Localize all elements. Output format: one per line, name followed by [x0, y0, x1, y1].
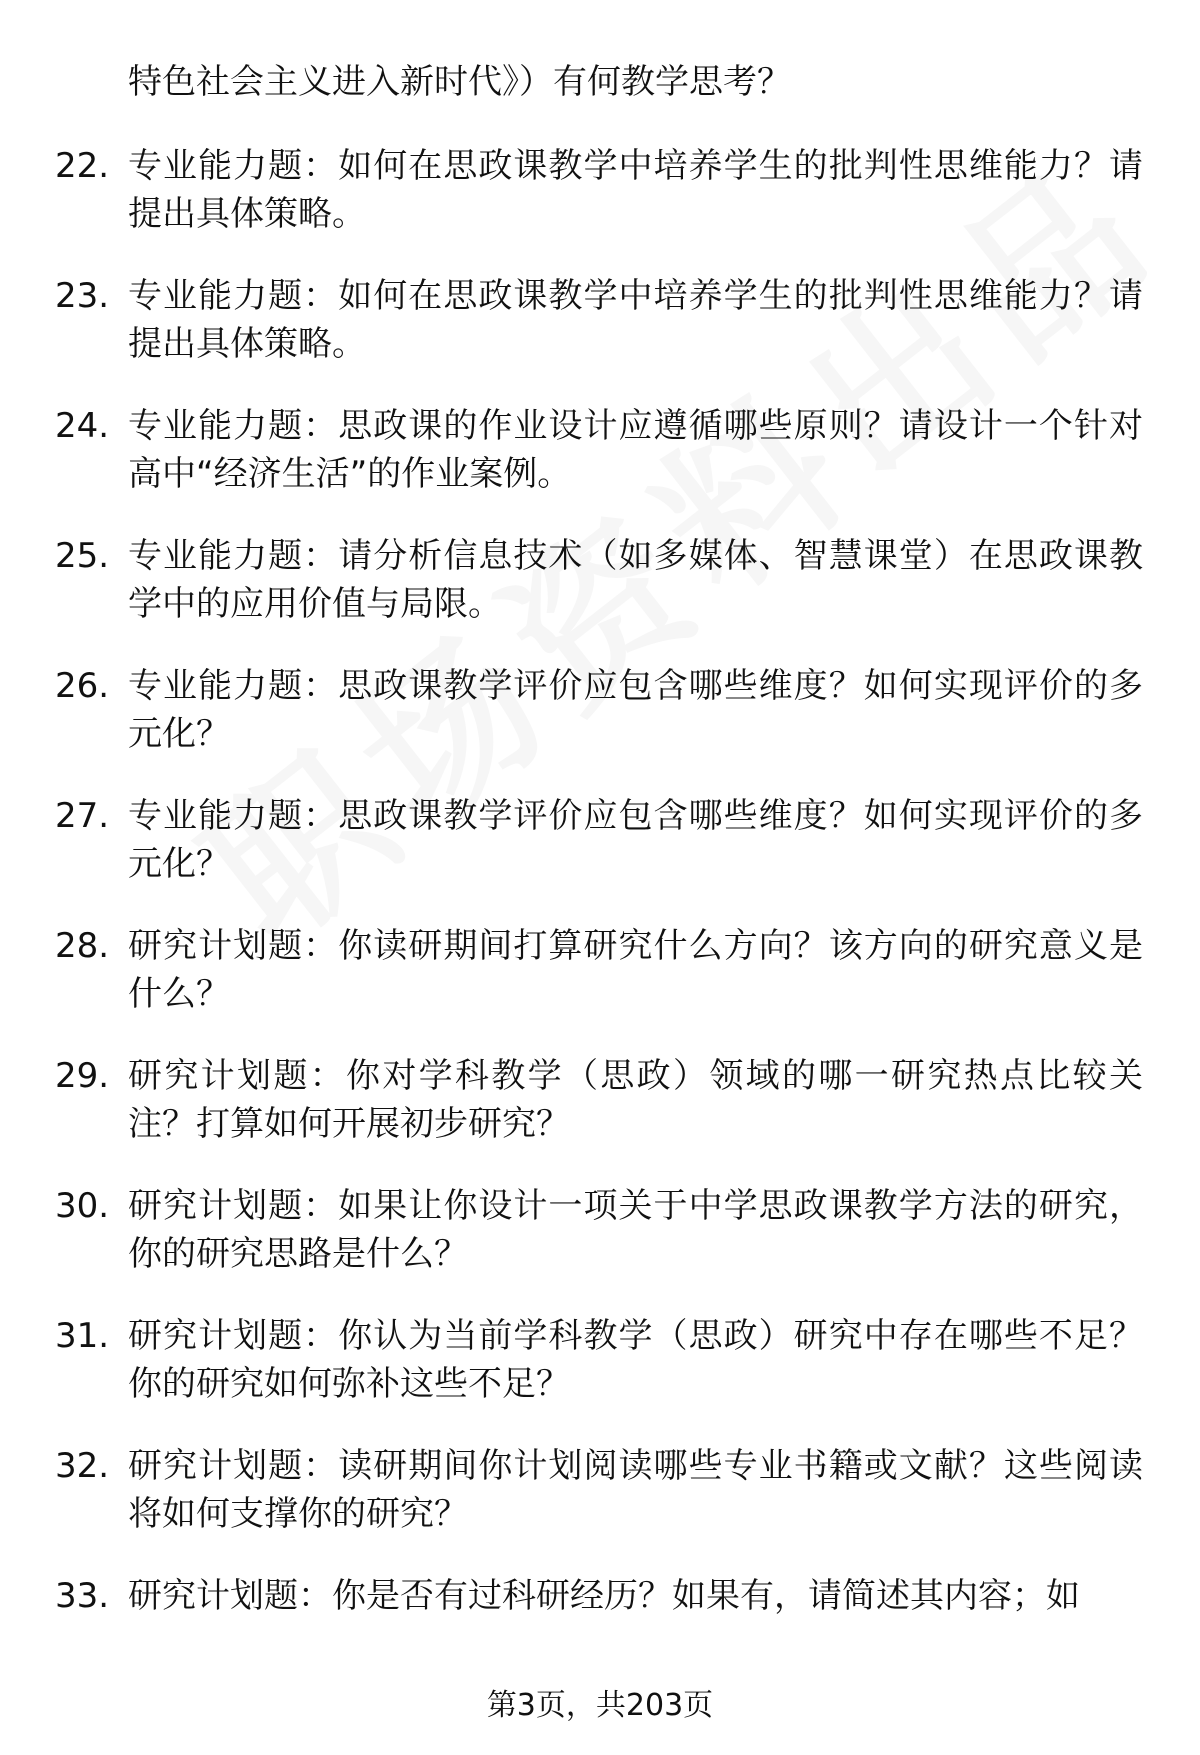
question-item [0, 782, 1200, 912]
question-text: 研究计划题：你是否有过科研经历？如果有，请简述其内容；如 [128, 1576, 1080, 1616]
question-text: 专业能力题：思政课教学评价应包含哪些维度？如何实现评价的多元化？ [128, 796, 1143, 884]
question-text: 专业能力题：如何在思政课教学中培养学生的批判性思维能力？请提出具体策略。 [128, 276, 1143, 364]
question-number: 23. [55, 276, 110, 316]
page-footer: 第3页，共203页 [486, 1688, 714, 1723]
question-number: 25. [55, 536, 110, 576]
question-item [0, 132, 1200, 262]
question-text: 研究计划题：你对学科教学（思政）领域的哪一研究热点比较关注？打算如何开展初步研究？ [128, 1056, 1143, 1144]
question-item [0, 1302, 1200, 1432]
question-number: 30. [55, 1186, 110, 1226]
question-item [0, 392, 1200, 522]
question-item [0, 1172, 1200, 1302]
question-text: 研究计划题：你读研期间打算研究什么方向？该方向的研究意义是什么？ [128, 926, 1143, 1014]
question-number: 31. [55, 1316, 110, 1356]
question-number: 29. [55, 1056, 110, 1096]
question-number: 28. [55, 926, 110, 966]
question-text: 研究计划题：如果让你设计一项关于中学思政课教学方法的研究，你的研究思路是什么？ [128, 1186, 1143, 1274]
question-number: 27. [55, 796, 110, 836]
question-item [0, 522, 1200, 652]
question-text: 研究计划题：你认为当前学科教学（思政）研究中存在哪些不足？你的研究如何弥补这些不足？ [128, 1316, 1143, 1404]
question-number: 24. [55, 406, 110, 446]
question-item [0, 262, 1200, 392]
question-number: 33. [55, 1576, 110, 1616]
question-text: 专业能力题：思政课教学评价应包含哪些维度？如何实现评价的多元化？ [128, 666, 1143, 754]
question-item [0, 912, 1200, 1042]
question-number: 26. [55, 666, 110, 706]
continuation-text: 特色社会主义进入新时代》）有何教学思考？ [128, 62, 791, 102]
question-item [0, 652, 1200, 782]
question-number: 32. [55, 1446, 110, 1486]
question-number: 22. [55, 146, 110, 186]
question-list [0, 132, 1200, 1692]
question-text: 专业能力题：如何在思政课教学中培养学生的批判性思维能力？请提出具体策略。 [128, 146, 1143, 234]
question-text: 研究计划题：读研期间你计划阅读哪些专业书籍或文献？这些阅读将如何支撑你的研究？ [128, 1446, 1143, 1534]
question-text: 专业能力题：思政课的作业设计应遵循哪些原则？请设计一个针对高中“经济生活”的作业案例。 [128, 406, 1143, 494]
question-text: 专业能力题：请分析信息技术（如多媒体、智慧课堂）在思政课教学中的应用价值与局限。 [128, 536, 1143, 624]
question-item [0, 1432, 1200, 1562]
question-item [0, 1042, 1200, 1172]
question-item [0, 1562, 1200, 1692]
